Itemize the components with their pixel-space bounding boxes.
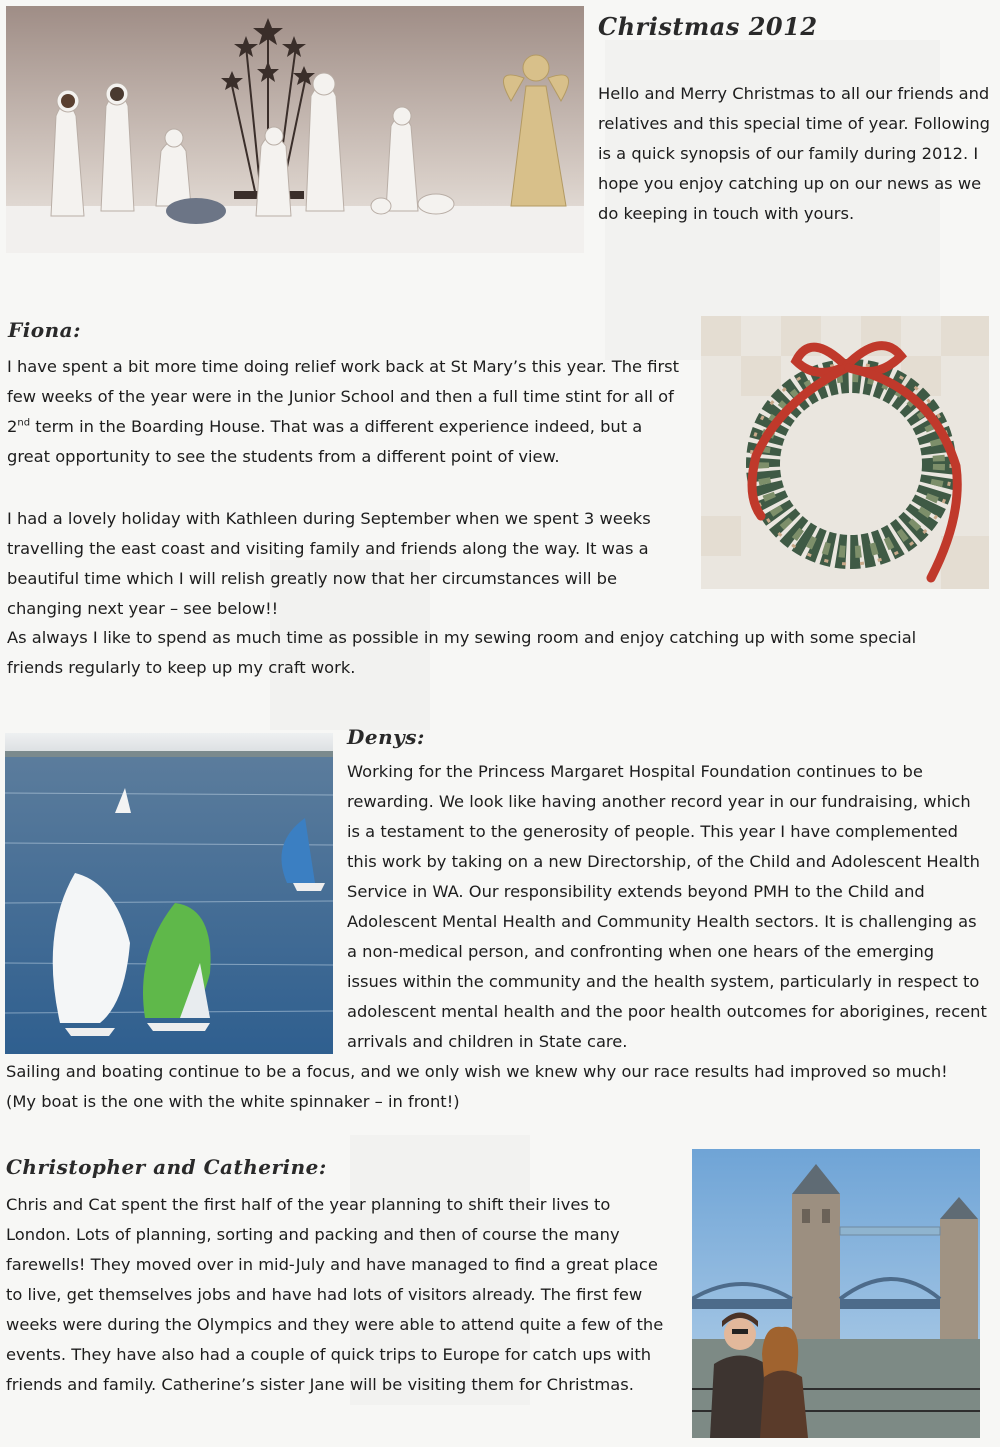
- fiona-paragraph-1: [7, 352, 687, 472]
- ordinal-suffix: nd: [17, 417, 31, 429]
- fiona-paragraph-1-end: term in the Boarding House. That was a different experience indeed, but a great opportunity to see the students from a different point of view.: [7, 417, 643, 466]
- fiona-paragraph-2: I had a lovely holiday with Kathleen during September when we spent 3 weeks travelling the east coast and visiting family and friends along the way. It was a beautiful time which I will relish greatly now that her circumstances will be changing next year – see below!!: [7, 509, 651, 618]
- tower-bridge-photo: [692, 1149, 980, 1438]
- denys-paragraph-1: Working for the Princess Margaret Hospital Foundation continues to be rewarding. We look like having another record year in our fundraising, which is a testament to the generosity of people. This year I have complemented this work by taking on a new Directorship, of the Child and Adolescent Health Service in WA. Our responsibility extends beyond PMH to the Child and Adolescent Mental Health and Community Health sectors. It is challenging as a non-medical person, and confronting when one hears of the emerging issues within the community and the health system, particularly in respect to adolescent mental health and the poor health outcomes for aborigines, recent arrivals and children in State care.: [347, 762, 987, 1051]
- intro-paragraph: Hello and Merry Christmas to all our friends and relatives and this special time of year. Following is a quick synopsis of our family during 2012. I hope you enjoy catching up on our news as we do keeping in touch with yours.: [598, 84, 990, 223]
- nativity-scene-image: [6, 6, 584, 253]
- tower-bridge-image: [692, 1149, 980, 1438]
- sailing-photo: [5, 733, 333, 1054]
- page-title: Christmas 2012: [598, 12, 818, 41]
- denys-paragraph-2: Sailing and boating continue to be a focus, and we only wish we knew why our race results had improved so much! (My boat is the one with the white spinnaker – in front!): [6, 1062, 948, 1111]
- fiona-paragraph-3: As always I like to spend as much time as possible in my sewing room and enjoy catching up with some special friends regularly to keep up my craft work.: [7, 628, 917, 677]
- nativity-photo: [6, 6, 584, 253]
- fiona-paragraph-1-start: I have spent a bit more time doing relief work back at St Mary’s this year. The first few weeks of the year were in the Junior School and then a full time stint for all of 2: [7, 357, 680, 436]
- sailing-boats-image: [5, 733, 333, 1054]
- chris-cat-heading: Christopher and Catherine:: [6, 1155, 327, 1179]
- fiona-heading: Fiona:: [8, 318, 82, 342]
- denys-heading: Denys:: [347, 725, 425, 749]
- chris-cat-paragraph: Chris and Cat spent the first half of the year planning to shift their lives to London. Lots of planning, sorting and packing and then of course the many farewells! They moved over in mid-July and have managed to find a great place to live, get themselves jobs and have had lots of visitors already. The first few weeks were during the Olympics and they were able to attend quite a few of the events. They have also had a couple of quick trips to Europe for catch ups with friends and family. Catherine’s sister Jane will be visiting them for Christmas.: [6, 1195, 664, 1394]
- wreath-photo: [701, 316, 989, 589]
- quilted-wreath-image: [701, 316, 989, 589]
